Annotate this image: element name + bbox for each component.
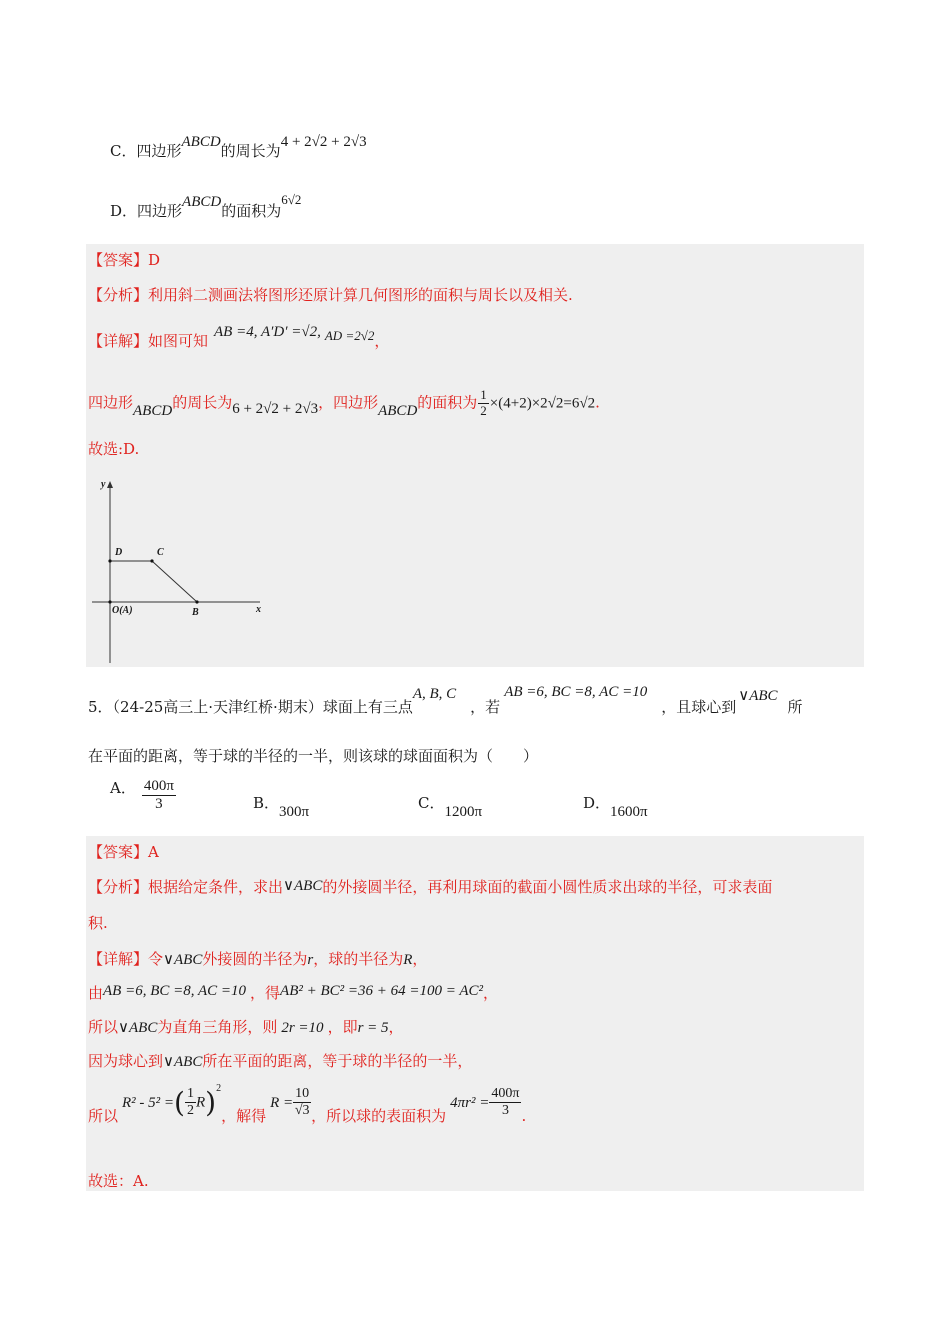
- q5-option-c: C．1200π: [418, 794, 483, 820]
- detail-line-3: 所以∨ABC为直角三角形，则 2r =10 ，即r = 5，: [88, 1018, 404, 1036]
- q5-option-a: A． $\frac{400\pi}{3}$: [110, 778, 174, 813]
- q5-stem-line-2: 在平面的距离，等于球的半径的一半，则该球的球面面积为（ ）: [88, 747, 539, 765]
- label-o: O(A): [112, 605, 133, 616]
- analysis-line-1: 【分析】根据给定条件，求出∨ABC的外接圆半径，再利用球面的截面小圆性质求出球的半径，可求表面: [88, 878, 773, 896]
- detail-line-1: 【详解】令∨ABC外接圆的半径为r，球的半径为R，: [88, 950, 428, 968]
- point-b: [195, 600, 198, 603]
- label-b: B: [192, 607, 199, 618]
- choose-line: 故选:D.: [88, 440, 140, 458]
- y-axis-arrow: [107, 481, 113, 488]
- q5-option-b: B．300π: [253, 794, 310, 820]
- point-c: [150, 559, 153, 562]
- point-o: [108, 600, 111, 603]
- question-number: 5．: [88, 698, 113, 716]
- analysis-line: 【分析】利用斜二测画法将图形还原计算几何图形的面积与周长以及相关.: [88, 286, 573, 304]
- detail-line-2: 由AB =6, BC =8, AC =10 ，得AB² + BC² =36 + 64 =100 = AC²，: [88, 983, 499, 1002]
- answer-line: 【答案】D: [88, 251, 161, 269]
- label-y: y: [101, 479, 106, 490]
- label-c: C: [157, 547, 164, 558]
- detail-line-1: 【详解】如图可知 AB =4, A′D′ =√2, AD =2√2，: [88, 324, 390, 350]
- analysis-line-2: 积.: [88, 914, 108, 932]
- coordinate-figure: [90, 475, 270, 665]
- option-d: D．四边形ABCD的面积为6√2: [110, 192, 302, 220]
- quad-edges: [110, 561, 197, 602]
- label-d: D: [115, 547, 123, 558]
- option-c: C．四边形ABCD的周长为4 + 2√2 + 2√3: [110, 134, 367, 160]
- label-x: x: [256, 604, 261, 615]
- q5-stem-line-1: 5．（24-25高三上·天津红桥·期末）球面上有三点A, B, C，若AB =6, BC =8, AC =10，且球心到∨ABC所: [88, 684, 803, 716]
- detail-line-4: 因为球心到∨ABC所在平面的距离，等于球的半径的一半，: [88, 1052, 473, 1070]
- option-label: C．: [110, 142, 137, 160]
- q5-option-d: D．1600π: [583, 794, 648, 820]
- detail-line-2: 四边形ABCD的周长为6 + 2√2 + 2√3，四边形ABCD的面积为 $\frac{1}{2}$ ×(4+2)×2√2=6√2.: [88, 387, 600, 420]
- answer-line: 【答案】A: [88, 843, 159, 861]
- choose-line: 故选：A.: [88, 1172, 149, 1190]
- option-label: D．: [110, 202, 138, 220]
- point-d: [108, 559, 111, 562]
- detail-line-5: 所以R² - 5² =( $\frac{1}{2}$ R)$^2$，解得R = $\frac{10}{√3}$ ，所以球的表面积为4πr² = $\frac{400\pi}{3}$ .: [88, 1082, 527, 1125]
